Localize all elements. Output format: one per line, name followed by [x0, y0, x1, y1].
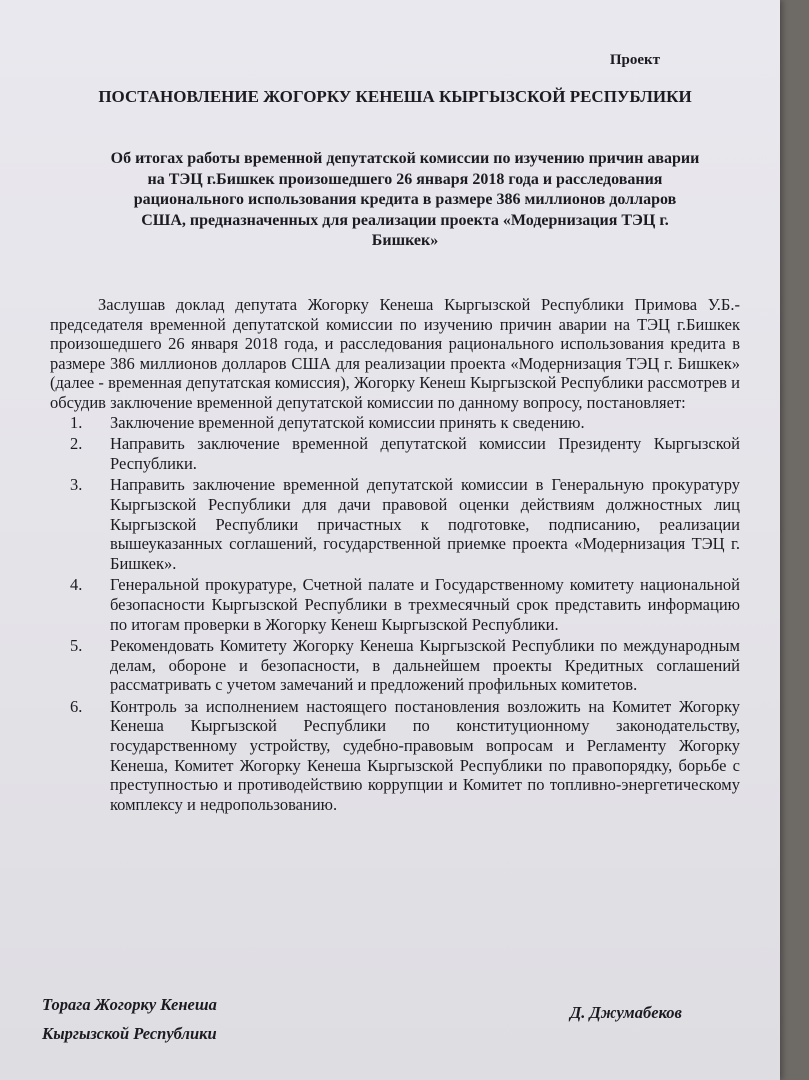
list-item-number: 2.: [70, 434, 83, 454]
project-label: Проект: [609, 52, 660, 68]
list-item-text: Генеральной прокуратуре, Счетной палате и Государственному комитету национальной безопасности Кыргызской Республики в трехмесячный срок представить информацию по итогам проверки в Жогорку Кенеш Кыргызской Республики.: [110, 575, 740, 634]
list-item-text: Заключение временной депутатской комиссии принять к сведению.: [110, 412, 585, 432]
signatory-position-line2: Кыргызской Республики: [42, 1024, 217, 1043]
list-item-text: Направить заключение временной депутатской комиссии Президенту Кыргызской Республики.: [110, 434, 740, 473]
list-item-number: 3.: [70, 475, 83, 495]
list-item-number: 6.: [70, 696, 83, 716]
signatory-position: [42, 990, 217, 1048]
list-item: [50, 697, 740, 815]
document-body: [50, 295, 740, 816]
list-item-text: Направить заключение временной депутатской комиссии в Генеральную прокуратуру Кыргызской Республики для дачи правовой оценки действиям должностных лиц Кыргызской Республики причастных к подготовке, подписанию, реализации вышеуказанных соглашений, государственной приемке проекта «Модернизация ТЭЦ г. Бишкек».: [110, 475, 740, 573]
list-item: [50, 575, 740, 634]
intro-paragraph: Заслушав доклад депутата Жогорку Кенеша Кыргызской Республики Примова У.Б.- председателя временной депутатской комиссии по изучению причин аварии на ТЭЦ г.Бишкек произошедшего 26 января 2018 года, и расследования рационального использования кредита в размере 386 миллионов долларов США для реализации проекта «Модернизация ТЭЦ г. Бишкек» (далее - временная депутатская комиссия), Жогорку Кенеш Кыргызской Республики рассмотрев и обсудив заключение временной депутатской комиссии по данному вопросу, постановляет:: [50, 295, 740, 412]
list-item-number: 5.: [70, 636, 83, 656]
list-item: [50, 475, 740, 573]
signatory-name: Д. Джумабеков: [570, 1003, 682, 1022]
document-title: ПОСТАНОВЛЕНИЕ ЖОГОРКУ КЕНЕША КЫРГЫЗСКОЙ РЕСПУБЛИКИ: [98, 87, 692, 106]
list-item: [50, 413, 740, 433]
list-item-number: 1.: [70, 412, 83, 432]
signatory-position-line1: Торага Жогорку Кенеша: [42, 995, 217, 1014]
list-item: [50, 434, 740, 473]
list-item-number: 4.: [70, 575, 83, 595]
list-item-text: Рекомендовать Комитету Жогорку Кенеша Кыргызской Республики по международным делам, обороне и безопасности, в дальнейшем проекты Кредитных соглашений рассматривать с учетом замечаний и предложений профильных комитетов.: [110, 636, 740, 695]
document-subject: Об итогах работы временной депутатской комиссии по изучению причин аварии на ТЭЦ г.Бишкек произошедшего 26 января 2018 года и расследования рационального использования кредита в размере 386 миллионов долларов США, предназначенных для реализации проекта «Модернизация ТЭЦ г. Бишкек»: [110, 150, 700, 249]
list-item: [50, 636, 740, 695]
list-item-text: Контроль за исполнением настоящего постановления возложить на Комитет Жогорку Кенеша Кыргызской Республики по конституционному законодательству, государственному устройству, судебно-правовым вопросам и Регламенту Жогорку Кенеша, Комитет Жогорку Кенеша Кыргызской Республики по правопорядку, борьбе с преступностью и противодействию коррупции и Комитет по топливно-энергетическому комплексу и недропользованию.: [110, 696, 740, 814]
resolution-list: [50, 413, 740, 815]
